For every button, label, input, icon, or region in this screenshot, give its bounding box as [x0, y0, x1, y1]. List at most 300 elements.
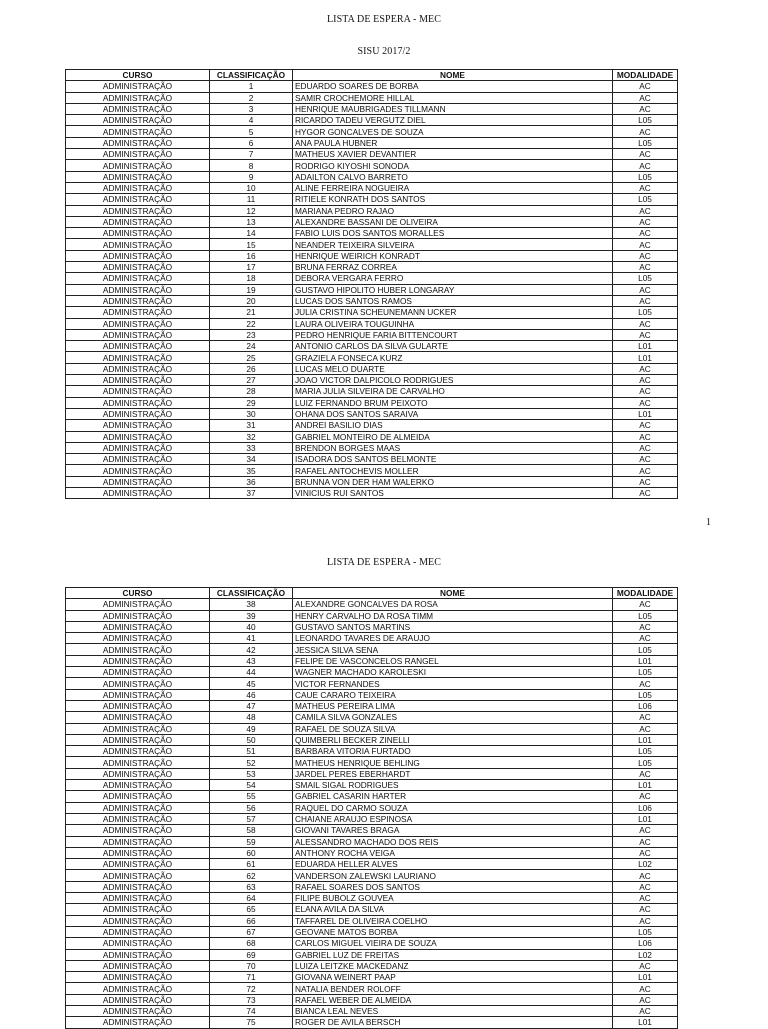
table-row [66, 655, 678, 666]
table-row [66, 599, 678, 610]
cell-nome: ALESSANDRO MACHADO DOS REIS [293, 836, 613, 847]
cell-classificacao: 65 [210, 904, 293, 915]
cell-modalidade: L05 [613, 194, 678, 205]
cell-nome: GUSTAVO HIPOLITO HUBER LONGARAY [293, 284, 613, 295]
cell-curso: ADMINISTRAÇÃO [66, 465, 210, 476]
cell-nome: VICTOR FERNANDES [293, 678, 613, 689]
table-row [66, 757, 678, 768]
cell-nome: TAFFAREL DE OLIVEIRA COELHO [293, 915, 613, 926]
table-row [66, 92, 678, 103]
cell-modalidade: L05 [613, 171, 678, 182]
cell-curso: ADMINISTRAÇÃO [66, 610, 210, 621]
cell-curso: ADMINISTRAÇÃO [66, 408, 210, 419]
cell-curso: ADMINISTRAÇÃO [66, 1017, 210, 1028]
cell-classificacao: 43 [210, 655, 293, 666]
cell-nome: GIOVANI TAVARES BRAGA [293, 825, 613, 836]
cell-classificacao: 31 [210, 420, 293, 431]
cell-nome: VANDERSON ZALEWSKI LAURIANO [293, 870, 613, 881]
cell-curso: ADMINISTRAÇÃO [66, 994, 210, 1005]
cell-curso: ADMINISTRAÇÃO [66, 757, 210, 768]
cell-modalidade: AC [613, 160, 678, 171]
cell-curso: ADMINISTRAÇÃO [66, 103, 210, 114]
cell-nome: HENRY CARVALHO DA ROSA TIMM [293, 610, 613, 621]
cell-classificacao: 16 [210, 250, 293, 261]
cell-classificacao: 15 [210, 239, 293, 250]
table-row [66, 454, 678, 465]
cell-modalidade: L06 [613, 700, 678, 711]
table-row [66, 397, 678, 408]
cell-curso: ADMINISTRAÇÃO [66, 904, 210, 915]
cell-classificacao: 64 [210, 893, 293, 904]
cell-curso: ADMINISTRAÇÃO [66, 137, 210, 148]
cell-curso: ADMINISTRAÇÃO [66, 239, 210, 250]
cell-modalidade: AC [613, 621, 678, 632]
cell-modalidade: AC [613, 893, 678, 904]
cell-classificacao: 69 [210, 949, 293, 960]
table-row [66, 870, 678, 881]
cell-classificacao: 72 [210, 983, 293, 994]
table-row [66, 700, 678, 711]
cell-classificacao: 70 [210, 960, 293, 971]
cell-modalidade: L01 [613, 780, 678, 791]
cell-modalidade: AC [613, 420, 678, 431]
cell-modalidade: L01 [613, 734, 678, 745]
cell-nome: VINICIUS RUI SANTOS [293, 487, 613, 498]
cell-nome: RAFAEL DE SOUZA SILVA [293, 723, 613, 734]
table-row [66, 262, 678, 273]
table-row [66, 926, 678, 937]
cell-classificacao: 23 [210, 329, 293, 340]
table-row [66, 1005, 678, 1016]
cell-curso: ADMINISTRAÇÃO [66, 700, 210, 711]
column-header-curso: CURSO [66, 70, 210, 81]
cell-nome: ANDREI BASILIO DIAS [293, 420, 613, 431]
table-row [66, 194, 678, 205]
table-row [66, 386, 678, 397]
cell-classificacao: 55 [210, 791, 293, 802]
cell-curso: ADMINISTRAÇÃO [66, 881, 210, 892]
cell-nome: BRUNNA VON DER HAM WALERKO [293, 476, 613, 487]
cell-classificacao: 73 [210, 994, 293, 1005]
cell-modalidade: AC [613, 487, 678, 498]
cell-modalidade: AC [613, 149, 678, 160]
cell-nome: MARIA JULIA SILVEIRA DE CARVALHO [293, 386, 613, 397]
cell-curso: ADMINISTRAÇÃO [66, 115, 210, 126]
column-header-curso: CURSO [66, 588, 210, 599]
cell-modalidade: AC [613, 904, 678, 915]
cell-modalidade: AC [613, 791, 678, 802]
cell-curso: ADMINISTRAÇÃO [66, 149, 210, 160]
cell-nome: FABIO LUIS DOS SANTOS MORALLES [293, 228, 613, 239]
table-row [66, 115, 678, 126]
table-row [66, 295, 678, 306]
table-row [66, 949, 678, 960]
cell-curso: ADMINISTRAÇÃO [66, 712, 210, 723]
cell-curso: ADMINISTRAÇÃO [66, 420, 210, 431]
cell-nome: BRUNA FERRAZ CORREA [293, 262, 613, 273]
cell-nome: FILIPE BUBOLZ GOUVEA [293, 893, 613, 904]
cell-nome: EDUARDA HELLER ALVES [293, 859, 613, 870]
cell-modalidade: AC [613, 599, 678, 610]
cell-curso: ADMINISTRAÇÃO [66, 284, 210, 295]
table-row [66, 318, 678, 329]
cell-classificacao: 20 [210, 295, 293, 306]
cell-curso: ADMINISTRAÇÃO [66, 847, 210, 858]
table-row [66, 137, 678, 148]
table-row [66, 938, 678, 949]
cell-nome: SMAIL SIGAL RODRIGUES [293, 780, 613, 791]
cell-modalidade: L05 [613, 137, 678, 148]
cell-nome: CHAIANE ARAUJO ESPINOSA [293, 813, 613, 824]
cell-curso: ADMINISTRAÇÃO [66, 621, 210, 632]
cell-classificacao: 74 [210, 1005, 293, 1016]
cell-modalidade: AC [613, 870, 678, 881]
cell-classificacao: 46 [210, 689, 293, 700]
cell-modalidade: AC [613, 92, 678, 103]
cell-classificacao: 63 [210, 881, 293, 892]
cell-nome: LAURA OLIVEIRA TOUGUINHA [293, 318, 613, 329]
cell-nome: GABRIEL CASARIN HARTER [293, 791, 613, 802]
cell-modalidade: L01 [613, 341, 678, 352]
cell-curso: ADMINISTRAÇÃO [66, 454, 210, 465]
cell-nome: EDUARDO SOARES DE BORBA [293, 81, 613, 92]
cell-modalidade: L05 [613, 926, 678, 937]
cell-nome: BIANCA LEAL NEVES [293, 1005, 613, 1016]
table-row [66, 678, 678, 689]
cell-nome: CAMILA SILVA GONZALES [293, 712, 613, 723]
table-row [66, 160, 678, 171]
cell-classificacao: 14 [210, 228, 293, 239]
cell-nome: ANTONIO CARLOS DA SILVA GULARTE [293, 341, 613, 352]
cell-classificacao: 18 [210, 273, 293, 284]
cell-curso: ADMINISTRAÇÃO [66, 352, 210, 363]
cell-classificacao: 10 [210, 182, 293, 193]
cell-classificacao: 61 [210, 859, 293, 870]
cell-modalidade: AC [613, 318, 678, 329]
cell-modalidade: AC [613, 454, 678, 465]
cell-modalidade: L05 [613, 273, 678, 284]
cell-classificacao: 58 [210, 825, 293, 836]
cell-modalidade: L01 [613, 1017, 678, 1028]
cell-modalidade: L06 [613, 802, 678, 813]
cell-curso: ADMINISTRAÇÃO [66, 194, 210, 205]
cell-curso: ADMINISTRAÇÃO [66, 870, 210, 881]
cell-curso: ADMINISTRAÇÃO [66, 813, 210, 824]
table-row [66, 768, 678, 779]
table-row [66, 881, 678, 892]
cell-modalidade: AC [613, 205, 678, 216]
cell-classificacao: 5 [210, 126, 293, 137]
cell-classificacao: 33 [210, 442, 293, 453]
cell-nome: ALEXANDRE BASSANI DE OLIVEIRA [293, 216, 613, 227]
cell-curso: ADMINISTRAÇÃO [66, 723, 210, 734]
cell-curso: ADMINISTRAÇÃO [66, 318, 210, 329]
cell-modalidade: AC [613, 386, 678, 397]
cell-classificacao: 38 [210, 599, 293, 610]
cell-classificacao: 28 [210, 386, 293, 397]
cell-modalidade: L01 [613, 655, 678, 666]
cell-nome: QUIMBERLI BECKER ZINELLI [293, 734, 613, 745]
cell-classificacao: 4 [210, 115, 293, 126]
cell-classificacao: 62 [210, 870, 293, 881]
table-row [66, 341, 678, 352]
table-row [66, 667, 678, 678]
cell-curso: ADMINISTRAÇÃO [66, 802, 210, 813]
cell-modalidade: AC [613, 284, 678, 295]
cell-curso: ADMINISTRAÇÃO [66, 228, 210, 239]
cell-classificacao: 51 [210, 746, 293, 757]
cell-curso: ADMINISTRAÇÃO [66, 949, 210, 960]
column-header-classificacao: CLASSIFICAÇÃO [210, 70, 293, 81]
cell-modalidade: L02 [613, 949, 678, 960]
cell-classificacao: 25 [210, 352, 293, 363]
cell-nome: BRENDON BORGES MAAS [293, 442, 613, 453]
cell-classificacao: 59 [210, 836, 293, 847]
cell-nome: LUCAS DOS SANTOS RAMOS [293, 295, 613, 306]
table-row [66, 633, 678, 644]
cell-classificacao: 57 [210, 813, 293, 824]
cell-nome: RITIELE KONRATH DOS SANTOS [293, 194, 613, 205]
cell-classificacao: 1 [210, 81, 293, 92]
cell-classificacao: 22 [210, 318, 293, 329]
cell-classificacao: 39 [210, 610, 293, 621]
document-page-2 [0, 540, 768, 1028]
cell-modalidade: AC [613, 216, 678, 227]
cell-nome: ALEXANDRE GONCALVES DA ROSA [293, 599, 613, 610]
table-row [66, 813, 678, 824]
document-subtitle: SISU 2017/2 [357, 46, 411, 57]
cell-classificacao: 29 [210, 397, 293, 408]
table-row [66, 689, 678, 700]
cell-classificacao: 21 [210, 307, 293, 318]
cell-classificacao: 7 [210, 149, 293, 160]
table-row [66, 228, 678, 239]
cell-nome: BARBARA VITORIA FURTADO [293, 746, 613, 757]
cell-modalidade: AC [613, 363, 678, 374]
cell-classificacao: 56 [210, 802, 293, 813]
cell-classificacao: 35 [210, 465, 293, 476]
table-row [66, 420, 678, 431]
table-row [66, 893, 678, 904]
cell-nome: HENRIQUE MAUBRIGADES TILLMANN [293, 103, 613, 114]
cell-nome: GABRIEL LUZ DE FREITAS [293, 949, 613, 960]
cell-modalidade: AC [613, 678, 678, 689]
cell-curso: ADMINISTRAÇÃO [66, 915, 210, 926]
table-row [66, 465, 678, 476]
cell-modalidade: AC [613, 476, 678, 487]
table-row [66, 431, 678, 442]
table-row [66, 610, 678, 621]
cell-nome: LUIZ FERNANDO BRUM PEIXOTO [293, 397, 613, 408]
table-row [66, 149, 678, 160]
cell-nome: RAFAEL ANTOCHEVIS MOLLER [293, 465, 613, 476]
table-header-row [66, 588, 678, 599]
cell-curso: ADMINISTRAÇÃO [66, 825, 210, 836]
cell-nome: MATHEUS HENRIQUE BEHLING [293, 757, 613, 768]
cell-classificacao: 42 [210, 644, 293, 655]
table-row [66, 375, 678, 386]
cell-modalidade: AC [613, 431, 678, 442]
cell-classificacao: 48 [210, 712, 293, 723]
cell-curso: ADMINISTRAÇÃO [66, 1005, 210, 1016]
cell-modalidade: AC [613, 836, 678, 847]
cell-curso: ADMINISTRAÇÃO [66, 768, 210, 779]
cell-curso: ADMINISTRAÇÃO [66, 667, 210, 678]
table-row [66, 847, 678, 858]
cell-curso: ADMINISTRAÇÃO [66, 205, 210, 216]
table-row [66, 983, 678, 994]
cell-classificacao: 3 [210, 103, 293, 114]
cell-nome: ALINE FERREIRA NOGUEIRA [293, 182, 613, 193]
cell-curso: ADMINISTRAÇÃO [66, 893, 210, 904]
table-row [66, 972, 678, 983]
cell-modalidade: L05 [613, 644, 678, 655]
table-row [66, 352, 678, 363]
cell-classificacao: 45 [210, 678, 293, 689]
cell-curso: ADMINISTRAÇÃO [66, 375, 210, 386]
table-row [66, 644, 678, 655]
cell-nome: JARDEL PERES EBERHARDT [293, 768, 613, 779]
document-title: LISTA DE ESPERA - MEC [326, 14, 442, 25]
cell-nome: HENRIQUE WEIRICH KONRADT [293, 250, 613, 261]
cell-curso: ADMINISTRAÇÃO [66, 487, 210, 498]
cell-classificacao: 19 [210, 284, 293, 295]
cell-classificacao: 66 [210, 915, 293, 926]
cell-nome: GABRIEL MONTEIRO DE ALMEIDA [293, 431, 613, 442]
cell-classificacao: 24 [210, 341, 293, 352]
cell-curso: ADMINISTRAÇÃO [66, 386, 210, 397]
cell-modalidade: L05 [613, 667, 678, 678]
cell-nome: LUIZA LEITZKE MACKEDANZ [293, 960, 613, 971]
cell-modalidade: AC [613, 442, 678, 453]
cell-modalidade: AC [613, 915, 678, 926]
table-row [66, 487, 678, 498]
cell-classificacao: 6 [210, 137, 293, 148]
cell-classificacao: 68 [210, 938, 293, 949]
table-row [66, 791, 678, 802]
cell-nome: JOAO VICTOR DALPICOLO RODRIGUES [293, 375, 613, 386]
table-row [66, 476, 678, 487]
cell-curso: ADMINISTRAÇÃO [66, 476, 210, 487]
cell-classificacao: 54 [210, 780, 293, 791]
cell-classificacao: 30 [210, 408, 293, 419]
table-row [66, 216, 678, 227]
cell-curso: ADMINISTRAÇÃO [66, 983, 210, 994]
cell-curso: ADMINISTRAÇÃO [66, 92, 210, 103]
cell-classificacao: 60 [210, 847, 293, 858]
table-row [66, 780, 678, 791]
cell-nome: ADAILTON CALVO BARRETO [293, 171, 613, 182]
cell-curso: ADMINISTRAÇÃO [66, 780, 210, 791]
cell-nome: ELANA AVILA DA SILVA [293, 904, 613, 915]
cell-curso: ADMINISTRAÇÃO [66, 160, 210, 171]
cell-nome: NEANDER TEIXEIRA SILVEIRA [293, 239, 613, 250]
table-header-row [66, 70, 678, 81]
cell-curso: ADMINISTRAÇÃO [66, 678, 210, 689]
cell-nome: MATHEUS PEREIRA LIMA [293, 700, 613, 711]
cell-modalidade: AC [613, 723, 678, 734]
cell-modalidade: L05 [613, 746, 678, 757]
table-row [66, 621, 678, 632]
cell-classificacao: 17 [210, 262, 293, 273]
cell-classificacao: 11 [210, 194, 293, 205]
cell-curso: ADMINISTRAÇÃO [66, 182, 210, 193]
cell-modalidade: AC [613, 983, 678, 994]
cell-nome: LUCAS MELO DUARTE [293, 363, 613, 374]
cell-curso: ADMINISTRAÇÃO [66, 926, 210, 937]
cell-classificacao: 12 [210, 205, 293, 216]
cell-modalidade: AC [613, 375, 678, 386]
cell-curso: ADMINISTRAÇÃO [66, 341, 210, 352]
cell-modalidade: AC [613, 994, 678, 1005]
cell-modalidade: AC [613, 262, 678, 273]
cell-classificacao: 41 [210, 633, 293, 644]
cell-modalidade: AC [613, 465, 678, 476]
cell-modalidade: AC [613, 182, 678, 193]
cell-classificacao: 26 [210, 363, 293, 374]
cell-nome: PEDRO HENRIQUE FARIA BITTENCOURT [293, 329, 613, 340]
cell-classificacao: 44 [210, 667, 293, 678]
column-header-modalidade: MODALIDADE [613, 588, 678, 599]
cell-modalidade: AC [613, 295, 678, 306]
waiting-list-table [65, 69, 678, 499]
cell-modalidade: AC [613, 250, 678, 261]
cell-nome: RICARDO TADEU VERGUTZ DIEL [293, 115, 613, 126]
table-row [66, 103, 678, 114]
cell-modalidade: AC [613, 881, 678, 892]
cell-curso: ADMINISTRAÇÃO [66, 960, 210, 971]
cell-nome: HYGOR GONCALVES DE SOUZA [293, 126, 613, 137]
cell-modalidade: L01 [613, 972, 678, 983]
cell-nome: DEBORA VERGARA FERRO [293, 273, 613, 284]
table-row [66, 81, 678, 92]
cell-nome: RAQUEL DO CARMO SOUZA [293, 802, 613, 813]
cell-modalidade: L01 [613, 813, 678, 824]
column-header-nome: NOME [293, 588, 613, 599]
cell-curso: ADMINISTRAÇÃO [66, 171, 210, 182]
cell-modalidade: L05 [613, 757, 678, 768]
cell-nome: SAMIR CROCHEMORE HILLAL [293, 92, 613, 103]
table-row [66, 746, 678, 757]
cell-nome: ISADORA DOS SANTOS BELMONTE [293, 454, 613, 465]
table-row [66, 250, 678, 261]
table-row [66, 171, 678, 182]
table-row [66, 273, 678, 284]
cell-nome: GEOVANE MATOS BORBA [293, 926, 613, 937]
cell-curso: ADMINISTRAÇÃO [66, 216, 210, 227]
cell-curso: ADMINISTRAÇÃO [66, 262, 210, 273]
cell-curso: ADMINISTRAÇÃO [66, 859, 210, 870]
cell-classificacao: 71 [210, 972, 293, 983]
cell-modalidade: L01 [613, 352, 678, 363]
table-row [66, 915, 678, 926]
table-row [66, 408, 678, 419]
cell-modalidade: L05 [613, 610, 678, 621]
table-row [66, 182, 678, 193]
table-row [66, 994, 678, 1005]
column-header-nome: NOME [293, 70, 613, 81]
cell-curso: ADMINISTRAÇÃO [66, 307, 210, 318]
cell-nome: JESSICA SILVA SENA [293, 644, 613, 655]
cell-curso: ADMINISTRAÇÃO [66, 81, 210, 92]
cell-curso: ADMINISTRAÇÃO [66, 655, 210, 666]
column-header-modalidade: MODALIDADE [613, 70, 678, 81]
cell-nome: FELIPE DE VASCONCELOS RANGEL [293, 655, 613, 666]
cell-classificacao: 27 [210, 375, 293, 386]
cell-nome: ANTHONY ROCHA VEIGA [293, 847, 613, 858]
cell-modalidade: AC [613, 329, 678, 340]
cell-curso: ADMINISTRAÇÃO [66, 250, 210, 261]
